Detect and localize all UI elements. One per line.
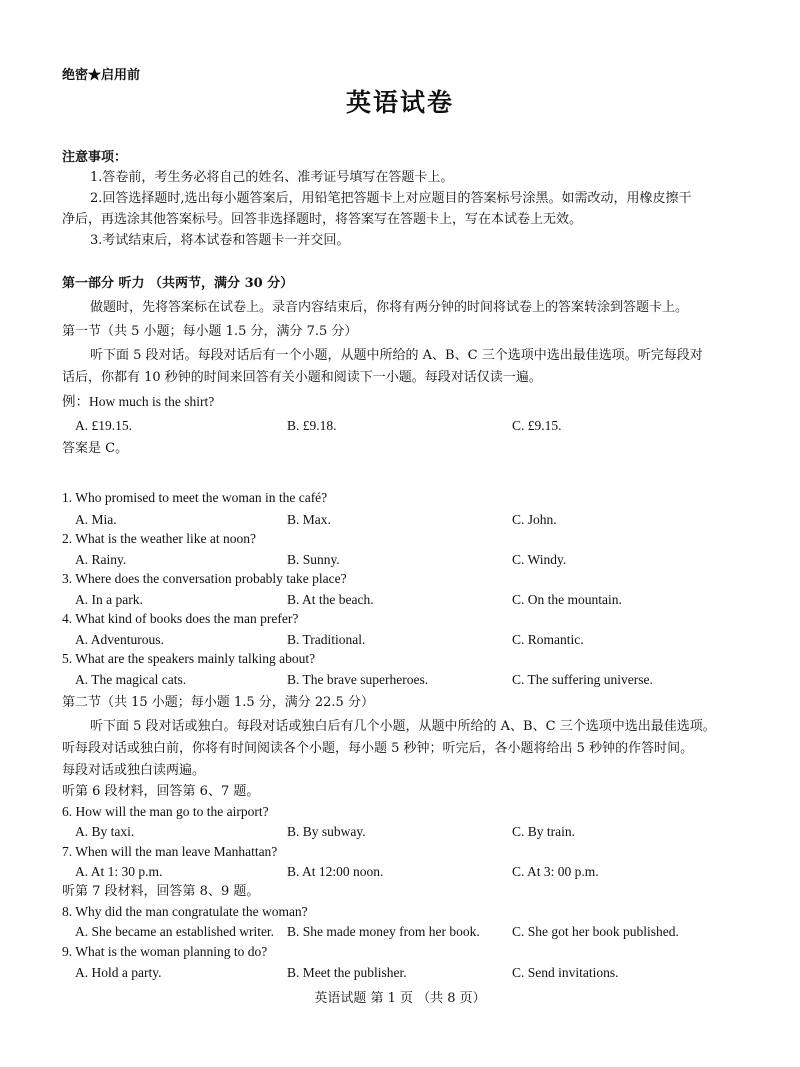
q3-option-b: B. At the beach. — [287, 592, 374, 607]
q5-option-a: A. The magical cats. — [75, 672, 187, 687]
q6-option-b: B. By subway. — [287, 824, 366, 839]
material-6-label: 听第 6 段材料，回答第 6、7 题。 — [62, 784, 260, 799]
question-1: 1. Who promised to meet the woman in the café? — [62, 490, 328, 505]
notice-line-2a: 2.回答选择题时,选出每小题答案后，用铅笔把答题卡上对应题目的答案标号涂黑。如需改动，用橡皮擦干 — [90, 191, 692, 206]
page-title: 英语试卷 — [345, 88, 454, 117]
q8-option-b: B. She made money from her book. — [287, 924, 480, 939]
q5-option-c: C. The suffering universe. — [512, 672, 653, 687]
section2-instructions-a: 听下面 5 段对话或独白。每段对话或独白后有几个小题，从题中所给的 A、B、C 三个选项中选出最佳选项。 — [90, 719, 716, 734]
q5-option-b: B. The brave superheroes. — [287, 672, 429, 687]
question-5: 5. What are the speakers mainly talking about? — [62, 651, 316, 666]
q1-option-b: B. Max. — [287, 512, 331, 527]
example-answer: 答案是 C。 — [62, 441, 129, 456]
section1-instructions-a: 听下面 5 段对话。每段对话后有一个小题，从题中所给的 A、B、C 三个选项中选出最佳选项。听完每段对 — [90, 348, 703, 363]
question-2: 2. What is the weather like at noon? — [62, 531, 256, 546]
q7-option-c: C. At 3: 00 p.m. — [512, 864, 599, 879]
q3-option-c: C. On the mountain. — [512, 592, 622, 607]
q9-option-c: C. Send invitations. — [512, 965, 619, 980]
q8-option-c: C. She got her book published. — [512, 924, 679, 939]
example-option-b: B. £9.18. — [287, 418, 337, 433]
q4-option-a: A. Adventurous. — [75, 632, 164, 647]
question-3: 3. Where does the conversation probably take place? — [62, 571, 347, 586]
q6-option-c: C. By train. — [512, 824, 575, 839]
section2-instructions-c: 每段对话或独白读两遍。 — [62, 763, 206, 778]
material-7-label: 听第 7 段材料，回答第 8、9 题。 — [62, 884, 260, 899]
q2-option-a: A. Rainy. — [75, 552, 127, 567]
q9-option-a: A. Hold a party. — [75, 965, 162, 980]
part1-intro: 做题时，先将答案标在试卷上。录音内容结束后，你将有两分钟的时间将试卷上的答案转涂到答题卡上。 — [90, 300, 689, 315]
q1-option-a: A. Mia. — [75, 512, 117, 527]
example-option-a: A. £19.15. — [75, 418, 132, 433]
q2-option-b: B. Sunny. — [287, 552, 340, 567]
q3-option-a: A. In a park. — [75, 592, 143, 607]
q7-option-b: B. At 12:00 noon. — [287, 864, 384, 879]
q7-option-a: A. At 1: 30 p.m. — [75, 864, 163, 879]
section2-heading: 第二节（共 15 小题；每小题 1.5 分，满分 22.5 分） — [62, 695, 374, 710]
q9-option-b: B. Meet the publisher. — [287, 965, 407, 980]
question-9: 9. What is the woman planning to do? — [62, 944, 268, 959]
question-6: 6. How will the man go to the airport? — [62, 804, 269, 819]
example-option-c: C. £9.15. — [512, 418, 562, 433]
question-4: 4. What kind of books does the man prefer? — [62, 611, 299, 626]
question-8: 8. Why did the man congratulate the woman? — [62, 904, 308, 919]
q8-option-a: A. She became an established writer. — [75, 924, 275, 939]
notice-line-1: 1.答卷前，考生务必将自己的姓名、准考证号填写在答题卡上。 — [90, 170, 454, 185]
part1-heading: 第一部分 听力 （共两节，满分 30 分） — [62, 276, 294, 291]
page-footer: 英语试题 第 1 页 （共 8 页） — [314, 991, 486, 1006]
section1-heading: 第一节（共 5 小题；每小题 1.5 分，满分 7.5 分） — [62, 324, 358, 339]
question-7: 7. When will the man leave Manhattan? — [62, 844, 278, 859]
section2-instructions-b: 听每段对话或独白前，你将有时间阅读各个小题，每小题 5 秒钟；听完后，各小题将给出 5 秒钟的作答时间。 — [62, 741, 694, 756]
notice-line-3: 3.考试结束后，将本试卷和答题卡一并交回。 — [90, 233, 350, 248]
confidential-label: 绝密★启用前 — [62, 68, 141, 83]
section1-instructions-b: 话后，你都有 10 秒钟的时间来回答有关小题和阅读下一小题。每段对话仅读一遍。 — [62, 370, 542, 385]
q6-option-a: A. By taxi. — [75, 824, 135, 839]
q1-option-c: C. John. — [512, 512, 557, 527]
q4-option-b: B. Traditional. — [287, 632, 366, 647]
q2-option-c: C. Windy. — [512, 552, 567, 567]
notice-heading: 注意事项： — [62, 150, 128, 165]
notice-line-2b: 净后，再选涂其他答案标号。回答非选择题时，将答案写在答题卡上，写在本试卷上无效。 — [62, 212, 583, 227]
example-question: 例：How much is the shirt? — [62, 394, 215, 409]
q4-option-c: C. Romantic. — [512, 632, 584, 647]
